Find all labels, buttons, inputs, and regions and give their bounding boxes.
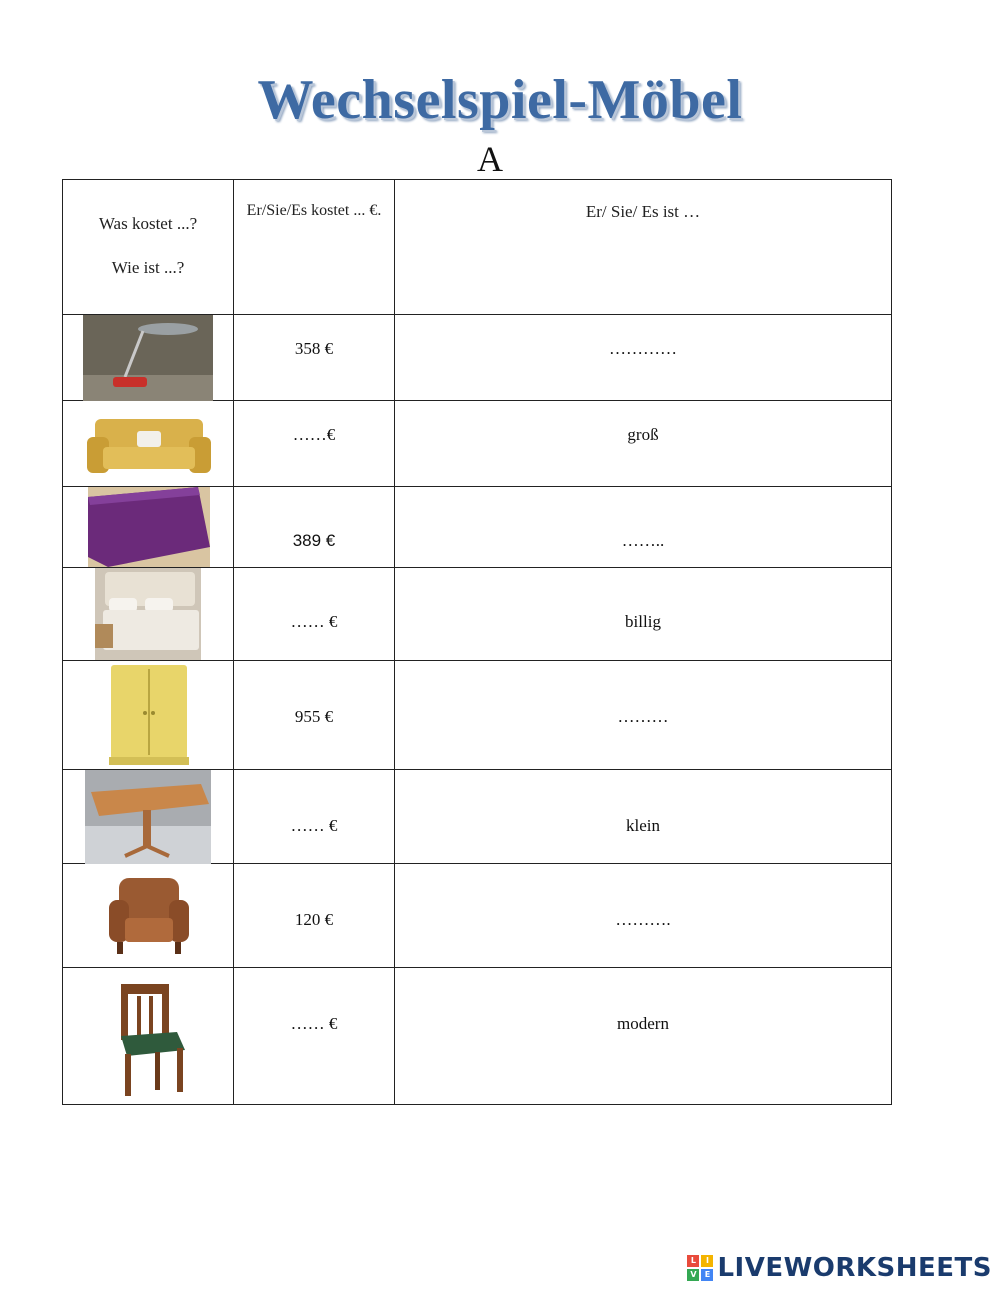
table-row: [63, 568, 892, 661]
image-cell: [63, 968, 234, 1105]
adjective-value: ………: [617, 707, 669, 726]
furniture-table: [62, 179, 892, 1105]
header-question-cell: [63, 180, 234, 315]
adjective-cell[interactable]: [395, 864, 892, 968]
price-value: …… €: [290, 1014, 338, 1033]
adjective-value: ……….: [615, 910, 671, 929]
price-cell[interactable]: [234, 315, 395, 401]
adjective-cell[interactable]: [395, 968, 892, 1105]
header-question-quality: Wie ist ...?: [111, 258, 185, 277]
adjective-value: billig: [625, 612, 661, 631]
table-row: [63, 864, 892, 968]
liveworksheets-logo[interactable]: [687, 1253, 992, 1283]
table-row: [63, 968, 892, 1105]
image-cell: [63, 401, 234, 487]
image-cell: [63, 487, 234, 568]
price-cell[interactable]: [234, 968, 395, 1105]
price-value: 389 €: [292, 531, 336, 550]
rug-icon: [88, 487, 210, 567]
price-value: 358 €: [294, 339, 334, 358]
header-adjective-cell: Er/ Sie/ Es ist …: [395, 180, 892, 315]
logo-text: LIVEWORKSHEETS: [717, 1253, 992, 1283]
adjective-value: …………: [609, 339, 677, 358]
header-question-price: Was kostet ...?: [98, 214, 198, 233]
price-cell[interactable]: [234, 661, 395, 770]
table-row: [63, 401, 892, 487]
table-row: [63, 487, 892, 568]
table-header-row: [63, 180, 892, 315]
adjective-cell[interactable]: [395, 568, 892, 661]
image-cell: [63, 661, 234, 770]
adjective-value: modern: [617, 1014, 669, 1033]
adjective-cell[interactable]: [395, 315, 892, 401]
adjective-value: klein: [626, 816, 660, 835]
price-value: 120 €: [294, 910, 334, 929]
worksheet-version-label: A: [477, 139, 503, 179]
image-cell: [63, 315, 234, 401]
image-cell: [63, 568, 234, 661]
price-cell[interactable]: [234, 568, 395, 661]
adjective-cell[interactable]: [395, 770, 892, 864]
price-cell[interactable]: [234, 401, 395, 487]
table-row: [63, 770, 892, 864]
adjective-value: groß: [627, 425, 659, 444]
price-value: …… €: [290, 816, 338, 835]
lamp-icon: [83, 315, 213, 401]
bed-icon: [95, 568, 201, 660]
adjective-cell[interactable]: [395, 487, 892, 568]
price-cell[interactable]: [234, 770, 395, 864]
adjective-cell[interactable]: [395, 661, 892, 770]
logo-blocks-icon: L I V E: [687, 1255, 713, 1281]
price-value: …… €: [290, 612, 338, 631]
sofa-icon: [85, 411, 213, 481]
price-cell[interactable]: [234, 864, 395, 968]
armchair-icon: [107, 876, 191, 958]
image-cell: [63, 864, 234, 968]
worksheet-title: Wechselspiel-Möbel: [257, 69, 743, 131]
price-value: ……€: [292, 425, 336, 444]
table-row: [63, 661, 892, 770]
chair-icon: [107, 980, 191, 1098]
wardrobe-icon: [107, 663, 191, 767]
adjective-value: ……..: [621, 531, 665, 550]
table-icon: [85, 770, 211, 864]
table-row: [63, 315, 892, 401]
price-value: 955 €: [294, 707, 334, 726]
header-price-cell: Er/Sie/Es kostet ... €.: [234, 180, 395, 315]
image-cell: [63, 770, 234, 864]
adjective-cell[interactable]: [395, 401, 892, 487]
price-cell[interactable]: [234, 487, 395, 568]
